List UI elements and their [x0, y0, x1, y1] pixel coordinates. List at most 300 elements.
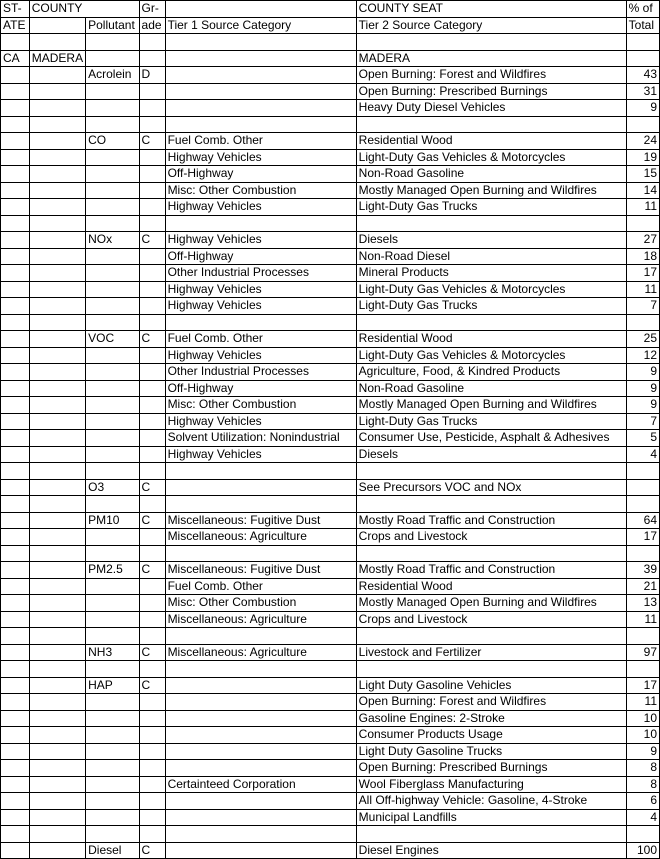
table-row — [1, 611, 660, 628]
table-row — [1, 281, 660, 298]
tier2-cell: Light-Duty Gas Trucks — [356, 413, 626, 430]
pollutant-cell — [86, 809, 139, 826]
tier1-cell — [165, 710, 356, 727]
pollutant-cell — [86, 364, 139, 381]
tier1-cell: Off-Highway — [165, 166, 356, 183]
table-row — [1, 182, 660, 199]
tier1-cell: Certainteed Corporation — [165, 776, 356, 793]
tier2-cell: Agriculture, Food, & Kindred Products — [356, 364, 626, 381]
tier1-cell: Other Industrial Processes — [165, 265, 356, 282]
table-row — [1, 529, 660, 546]
table-row — [1, 149, 660, 166]
tier2-cell: Residential Wood — [356, 578, 626, 595]
tier2-cell: Mostly Road Traffic and Construction — [356, 562, 626, 579]
tier1-cell — [165, 314, 356, 331]
pollutant-cell — [86, 347, 139, 364]
state-cell — [1, 265, 30, 282]
tier2-cell: Light Duty Gasoline Vehicles — [356, 677, 626, 694]
header-tier1: Tier 1 Source Category — [165, 17, 356, 34]
county-cell — [29, 595, 85, 612]
tier2-cell: Crops and Livestock — [356, 611, 626, 628]
percent-cell: 8 — [626, 776, 659, 793]
table-row — [1, 545, 660, 562]
table-row — [1, 595, 660, 612]
grade-cell — [139, 314, 165, 331]
pollutant-cell: HAP — [86, 677, 139, 694]
county-cell — [29, 314, 85, 331]
state-cell — [1, 331, 30, 348]
tier1-cell — [165, 809, 356, 826]
county-cell — [29, 347, 85, 364]
tier2-cell: Residential Wood — [356, 331, 626, 348]
header-pollutant: Pollutant — [86, 17, 139, 34]
state-cell — [1, 529, 30, 546]
percent-cell: 39 — [626, 562, 659, 579]
state-cell — [1, 710, 30, 727]
header-total: Total — [626, 17, 659, 34]
tier1-cell: Miscellaneous: Agriculture — [165, 644, 356, 661]
state-cell — [1, 743, 30, 760]
grade-cell: C — [139, 512, 165, 529]
table-row — [1, 397, 660, 414]
header-percent: % of — [626, 1, 659, 18]
pollutant-cell — [86, 281, 139, 298]
table-row — [1, 215, 660, 232]
tier2-cell: Mineral Products — [356, 265, 626, 282]
county-cell — [29, 842, 85, 859]
state-cell — [1, 149, 30, 166]
table-row — [1, 199, 660, 216]
grade-cell — [139, 463, 165, 480]
state-cell — [1, 133, 30, 150]
county-cell — [29, 133, 85, 150]
percent-cell: 10 — [626, 727, 659, 744]
state-cell — [1, 232, 30, 249]
percent-cell: 17 — [626, 677, 659, 694]
state-cell — [1, 727, 30, 744]
tier2-cell: Crops and Livestock — [356, 529, 626, 546]
table-row — [1, 694, 660, 711]
tier1-cell — [165, 694, 356, 711]
tier2-cell: Diesels — [356, 446, 626, 463]
grade-cell — [139, 727, 165, 744]
county-cell — [29, 793, 85, 810]
pollutant-cell: PM2.5 — [86, 562, 139, 579]
percent-cell: 31 — [626, 83, 659, 100]
tier1-cell: Fuel Comb. Other — [165, 133, 356, 150]
percent-cell: 11 — [626, 694, 659, 711]
state-cell — [1, 661, 30, 678]
pollutant-cell: PM10 — [86, 512, 139, 529]
state-cell — [1, 628, 30, 645]
state-cell — [1, 694, 30, 711]
grade-cell — [139, 298, 165, 315]
county-cell — [29, 182, 85, 199]
grade-cell — [139, 182, 165, 199]
tier1-cell: Miscellaneous: Fugitive Dust — [165, 562, 356, 579]
percent-cell: 9 — [626, 364, 659, 381]
pollutant-cell — [86, 215, 139, 232]
grade-cell — [139, 347, 165, 364]
county-cell — [29, 298, 85, 315]
tier1-cell: Off-Highway — [165, 248, 356, 265]
tier2-cell: Livestock and Fertilizer — [356, 644, 626, 661]
tier2-cell: Non-Road Gasoline — [356, 166, 626, 183]
pollutant-cell — [86, 694, 139, 711]
pollutant-cell — [86, 463, 139, 480]
pollutant-cell — [86, 380, 139, 397]
pollutant-cell — [86, 743, 139, 760]
percent-cell: 9 — [626, 380, 659, 397]
grade-cell — [139, 529, 165, 546]
grade-cell — [139, 380, 165, 397]
pollutant-cell — [86, 199, 139, 216]
grade-cell — [139, 364, 165, 381]
pollutant-cell — [86, 727, 139, 744]
grade-cell — [139, 496, 165, 513]
county-cell — [29, 496, 85, 513]
grade-cell — [139, 215, 165, 232]
pollutant-cell — [86, 760, 139, 777]
percent-cell: 15 — [626, 166, 659, 183]
header-county-blank — [29, 17, 85, 34]
tier1-cell: Misc: Other Combustion — [165, 397, 356, 414]
state-cell — [1, 199, 30, 216]
pollutant-cell — [86, 149, 139, 166]
tier2-cell — [356, 116, 626, 133]
table-row — [1, 727, 660, 744]
county-cell — [29, 199, 85, 216]
grade-cell — [139, 430, 165, 447]
grade-cell — [139, 694, 165, 711]
percent-cell: 13 — [626, 595, 659, 612]
grade-cell — [139, 166, 165, 183]
table-row — [1, 314, 660, 331]
header-grade-cont: ade — [139, 17, 165, 34]
percent-cell: 43 — [626, 67, 659, 84]
grade-cell: C — [139, 133, 165, 150]
header-row-2 — [1, 17, 660, 34]
pollutant-cell — [86, 100, 139, 117]
tier1-cell: Highway Vehicles — [165, 149, 356, 166]
county-cell — [29, 463, 85, 480]
grade-cell — [139, 50, 165, 67]
percent-cell: 24 — [626, 133, 659, 150]
percent-cell: 97 — [626, 644, 659, 661]
tier2-cell: Light-Duty Gas Vehicles & Motorcycles — [356, 347, 626, 364]
tier1-cell: Solvent Utilization: Nonindustrial — [165, 430, 356, 447]
county-cell — [29, 826, 85, 843]
county-cell — [29, 512, 85, 529]
county-cell — [29, 380, 85, 397]
state-cell — [1, 281, 30, 298]
percent-cell — [626, 116, 659, 133]
table-row — [1, 248, 660, 265]
tier2-cell: Wool Fiberglass Manufacturing — [356, 776, 626, 793]
tier1-cell: Off-Highway — [165, 380, 356, 397]
tier2-cell — [356, 628, 626, 645]
county-cell — [29, 232, 85, 249]
grade-cell: C — [139, 331, 165, 348]
table-row — [1, 496, 660, 513]
state-cell — [1, 545, 30, 562]
emissions-table-body — [1, 1, 660, 859]
table-row — [1, 743, 660, 760]
table-row — [1, 430, 660, 447]
tier2-cell: Light-Duty Gas Vehicles & Motorcycles — [356, 149, 626, 166]
tier2-cell — [356, 661, 626, 678]
tier2-cell: Open Burning: Forest and Wildfires — [356, 67, 626, 84]
grade-cell — [139, 116, 165, 133]
percent-cell: 9 — [626, 397, 659, 414]
county-cell — [29, 364, 85, 381]
tier1-cell — [165, 83, 356, 100]
county-cell — [29, 760, 85, 777]
state-cell — [1, 611, 30, 628]
percent-cell — [626, 34, 659, 51]
table-row — [1, 628, 660, 645]
county-cell — [29, 149, 85, 166]
county-cell — [29, 743, 85, 760]
grade-cell — [139, 826, 165, 843]
table-row — [1, 463, 660, 480]
table-row — [1, 331, 660, 348]
tier2-cell: MADERA — [356, 50, 626, 67]
pollutant-cell: Diesel — [86, 842, 139, 859]
tier1-cell: Miscellaneous: Agriculture — [165, 611, 356, 628]
pollutant-cell — [86, 265, 139, 282]
table-row — [1, 166, 660, 183]
tier2-cell: Mostly Managed Open Burning and Wildfires — [356, 182, 626, 199]
county-cell — [29, 776, 85, 793]
percent-cell — [626, 496, 659, 513]
pollutant-cell: CO — [86, 133, 139, 150]
percent-cell: 11 — [626, 281, 659, 298]
county-cell — [29, 628, 85, 645]
state-cell — [1, 512, 30, 529]
pollutant-cell — [86, 578, 139, 595]
percent-cell: 6 — [626, 793, 659, 810]
county-cell — [29, 661, 85, 678]
county-cell — [29, 248, 85, 265]
tier1-cell — [165, 50, 356, 67]
pollutant-cell — [86, 314, 139, 331]
tier2-cell: Mostly Road Traffic and Construction — [356, 512, 626, 529]
tier1-cell — [165, 826, 356, 843]
tier2-cell: Light-Duty Gas Trucks — [356, 298, 626, 315]
tier2-cell: Gasoline Engines: 2-Stroke — [356, 710, 626, 727]
state-cell — [1, 809, 30, 826]
pollutant-cell — [86, 34, 139, 51]
county-cell — [29, 83, 85, 100]
percent-cell — [626, 826, 659, 843]
table-row — [1, 826, 660, 843]
percent-cell — [626, 628, 659, 645]
tier2-cell: Residential Wood — [356, 133, 626, 150]
tier2-cell — [356, 463, 626, 480]
county-cell — [29, 281, 85, 298]
percent-cell: 7 — [626, 413, 659, 430]
state-cell — [1, 793, 30, 810]
state-cell — [1, 100, 30, 117]
tier2-cell — [356, 314, 626, 331]
tier2-cell: Light-Duty Gas Trucks — [356, 199, 626, 216]
percent-cell: 17 — [626, 529, 659, 546]
grade-cell: C — [139, 479, 165, 496]
state-cell — [1, 364, 30, 381]
state-cell — [1, 380, 30, 397]
table-row — [1, 67, 660, 84]
pollutant-cell — [86, 166, 139, 183]
percent-cell — [626, 479, 659, 496]
pollutant-cell — [86, 182, 139, 199]
pollutant-cell — [86, 529, 139, 546]
tier1-cell: Highway Vehicles — [165, 199, 356, 216]
table-row — [1, 265, 660, 282]
percent-cell: 21 — [626, 578, 659, 595]
tier1-cell — [165, 545, 356, 562]
pollutant-cell: O3 — [86, 479, 139, 496]
tier2-cell: Diesel Engines — [356, 842, 626, 859]
county-cell — [29, 529, 85, 546]
state-cell — [1, 496, 30, 513]
percent-cell — [626, 463, 659, 480]
county-cell — [29, 413, 85, 430]
tier2-cell: Mostly Managed Open Burning and Wildfires — [356, 595, 626, 612]
tier1-cell — [165, 479, 356, 496]
grade-cell — [139, 100, 165, 117]
tier1-cell — [165, 215, 356, 232]
pollutant-cell — [86, 430, 139, 447]
tier1-cell: Highway Vehicles — [165, 298, 356, 315]
tier1-cell — [165, 727, 356, 744]
tier1-cell: Miscellaneous: Agriculture — [165, 529, 356, 546]
state-cell — [1, 347, 30, 364]
state-cell — [1, 298, 30, 315]
tier2-cell — [356, 496, 626, 513]
county-cell — [29, 710, 85, 727]
state-cell — [1, 463, 30, 480]
table-row — [1, 710, 660, 727]
tier1-cell — [165, 793, 356, 810]
county-cell — [29, 265, 85, 282]
pollutant-cell: VOC — [86, 331, 139, 348]
grade-cell — [139, 199, 165, 216]
table-row — [1, 842, 660, 859]
grade-cell — [139, 578, 165, 595]
tier1-cell: Misc: Other Combustion — [165, 182, 356, 199]
tier2-cell: See Precursors VOC and NOx — [356, 479, 626, 496]
table-row — [1, 809, 660, 826]
tier2-cell: Light Duty Gasoline Trucks — [356, 743, 626, 760]
header-row-1 — [1, 1, 660, 18]
county-cell — [29, 727, 85, 744]
percent-cell: 4 — [626, 446, 659, 463]
percent-cell: 9 — [626, 743, 659, 760]
percent-cell: 14 — [626, 182, 659, 199]
tier1-cell — [165, 628, 356, 645]
pollutant-cell — [86, 397, 139, 414]
state-cell: CA — [1, 50, 30, 67]
table-row — [1, 578, 660, 595]
county-cell — [29, 446, 85, 463]
tier1-cell: Other Industrial Processes — [165, 364, 356, 381]
percent-cell: 7 — [626, 298, 659, 315]
tier1-cell: Misc: Other Combustion — [165, 595, 356, 612]
percent-cell — [626, 215, 659, 232]
grade-cell — [139, 595, 165, 612]
header-county: COUNTY — [29, 1, 139, 18]
percent-cell: 8 — [626, 760, 659, 777]
tier2-cell: Light-Duty Gas Vehicles & Motorcycles — [356, 281, 626, 298]
state-cell — [1, 248, 30, 265]
tier2-cell: Non-Road Gasoline — [356, 380, 626, 397]
table-row — [1, 760, 660, 777]
tier1-cell — [165, 677, 356, 694]
county-cell — [29, 479, 85, 496]
pollutant-cell — [86, 776, 139, 793]
percent-cell — [626, 314, 659, 331]
percent-cell: 27 — [626, 232, 659, 249]
tier1-cell: Highway Vehicles — [165, 232, 356, 249]
header-state: ST- — [1, 1, 30, 18]
grade-cell — [139, 83, 165, 100]
grade-cell — [139, 760, 165, 777]
county-cell — [29, 677, 85, 694]
tier2-cell: Open Burning: Forest and Wildfires — [356, 694, 626, 711]
state-cell — [1, 776, 30, 793]
tier2-cell — [356, 215, 626, 232]
tier2-cell — [356, 34, 626, 51]
tier1-cell — [165, 496, 356, 513]
tier1-cell: Fuel Comb. Other — [165, 578, 356, 595]
percent-cell: 12 — [626, 347, 659, 364]
grade-cell: C — [139, 562, 165, 579]
percent-cell: 25 — [626, 331, 659, 348]
state-cell — [1, 578, 30, 595]
pollutant-cell: NOx — [86, 232, 139, 249]
tier1-cell — [165, 67, 356, 84]
tier2-cell: Mostly Managed Open Burning and Wildfires — [356, 397, 626, 414]
grade-cell: C — [139, 644, 165, 661]
grade-cell — [139, 34, 165, 51]
tier2-cell: All Off-highway Vehicle: Gasoline, 4-Stroke — [356, 793, 626, 810]
grade-cell: C — [139, 842, 165, 859]
state-cell — [1, 826, 30, 843]
tier1-cell — [165, 116, 356, 133]
table-row — [1, 34, 660, 51]
tier1-cell: Miscellaneous: Fugitive Dust — [165, 512, 356, 529]
grade-cell — [139, 776, 165, 793]
table-row — [1, 512, 660, 529]
percent-cell: 5 — [626, 430, 659, 447]
pollutant-cell: NH3 — [86, 644, 139, 661]
grade-cell — [139, 265, 165, 282]
percent-cell: 11 — [626, 199, 659, 216]
state-cell — [1, 430, 30, 447]
county-cell — [29, 809, 85, 826]
table-row — [1, 661, 660, 678]
pollutant-cell — [86, 628, 139, 645]
state-cell — [1, 182, 30, 199]
tier2-cell: Heavy Duty Diesel Vehicles — [356, 100, 626, 117]
county-cell — [29, 397, 85, 414]
pollutant-cell — [86, 50, 139, 67]
county-cell: MADERA — [29, 50, 85, 67]
grade-cell — [139, 149, 165, 166]
table-row — [1, 677, 660, 694]
state-cell — [1, 413, 30, 430]
